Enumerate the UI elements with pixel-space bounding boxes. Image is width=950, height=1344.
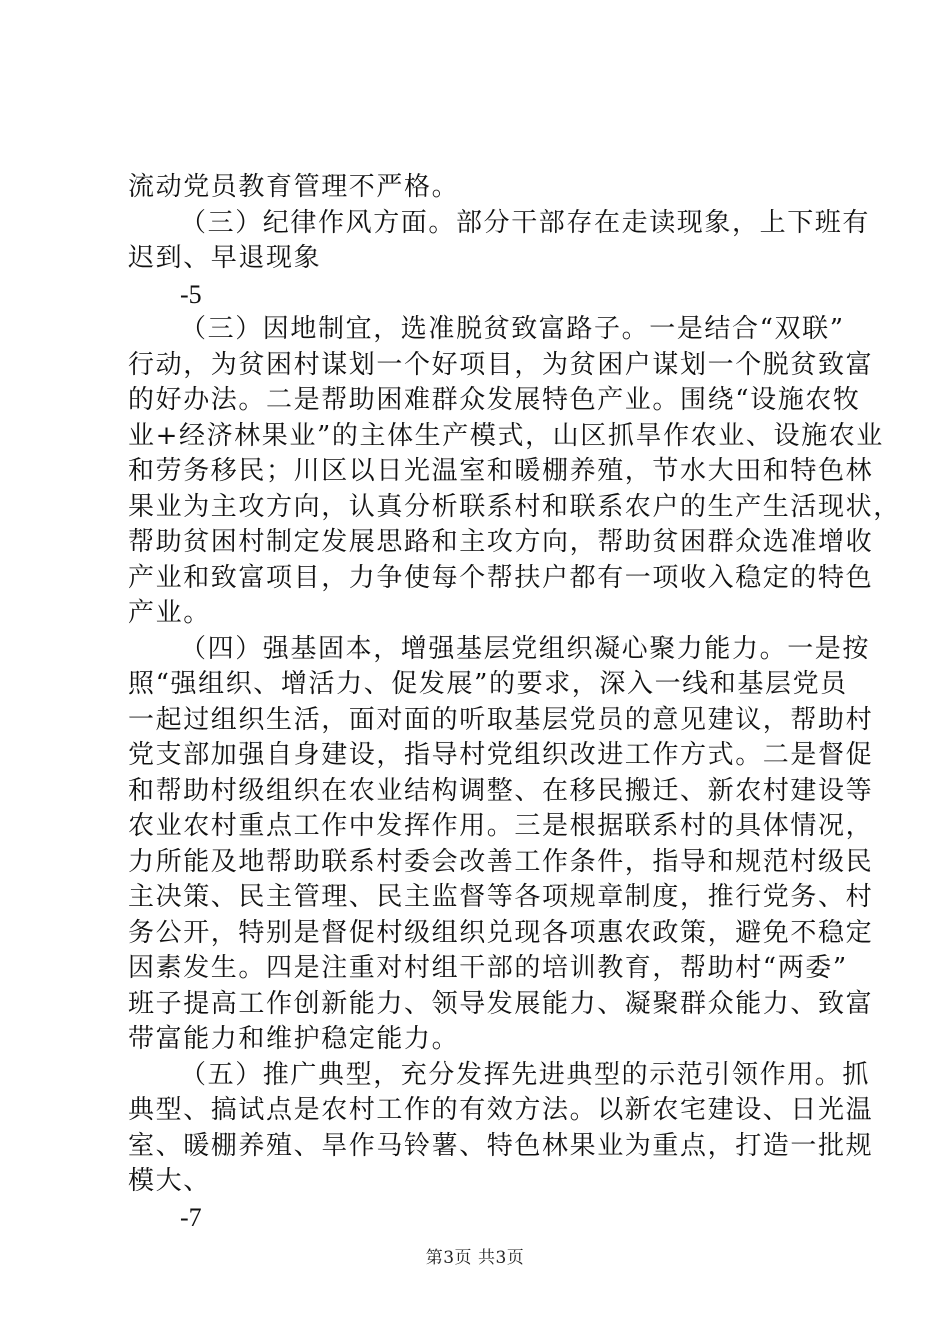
text-line: 农业农村重点工作中发挥作用。三是根据联系村的具体情况，: [128, 811, 874, 841]
text-line: （四）强基固本，增强基层党组织凝心聚力能力。一是按: [180, 633, 871, 664]
text-line: 因素发生。四是注重对村组干部的培训教育，帮助村“两委”: [128, 953, 848, 983]
text-line: （五）推广典型，充分发挥先进典型的示范引领作用。抓: [180, 1059, 871, 1090]
text-line: 业+经济林果业”的主体生产模式，山区抓旱作农业、设施农业: [128, 420, 884, 451]
text-line: 和劳务移民；川区以日光温室和暖棚养殖，节水大田和特色林: [128, 456, 874, 486]
text-line: 迟到、早退现象: [128, 243, 322, 273]
text-line: 果业为主攻方向，认真分析联系村和联系农户的生产生活现状，: [128, 491, 901, 522]
text-line: 主决策、民主管理、民主监督等各项规章制度，推行党务、村: [128, 882, 874, 912]
document-body: [128, 170, 901, 1235]
inline-page-number: -7: [180, 1202, 202, 1232]
text-line: 室、暖棚养殖、旱作马铃薯、特色林果业为重点，打造一批规: [128, 1130, 874, 1161]
page-footer: 第3页 共3页: [425, 1248, 525, 1268]
text-line: 照“强组织、增活力、促发展”的要求，深入一线和基层党员: [128, 669, 848, 699]
text-line: 力所能及地帮助联系村委会改善工作条件，指导和规范村级民: [128, 846, 874, 877]
text-line: 的好办法。二是帮助困难群众发展特色产业。围绕“设施农牧: [128, 385, 861, 415]
text-line: 行动，为贫困村谋划一个好项目，为贫困户谋划一个脱贫致富: [128, 349, 874, 380]
text-line: 帮助贫困村制定发展思路和主攻方向，帮助贫困群众选准增收: [128, 527, 874, 557]
inline-page-number: -5: [180, 279, 202, 309]
text-line: 典型、搞试点是农村工作的有效方法。以新农宅建设、日光温: [128, 1095, 874, 1125]
text-line: 流动党员教育管理不严格。: [128, 172, 460, 202]
text-line: （三）因地制宜，选准脱贫致富路子。一是结合“双联”: [180, 314, 845, 344]
text-line: 模大、: [128, 1166, 211, 1196]
text-line: 带富能力和维护稳定能力。: [128, 1024, 460, 1054]
text-line: （三）纪律作风方面。部分干部存在走读现象，上下班有: [180, 207, 871, 238]
text-line: 党支部加强自身建设，指导村党组织改进工作方式。二是督促: [128, 740, 874, 770]
text-line: 产业和致富项目，力争使每个帮扶户都有一项收入稳定的特色: [128, 562, 874, 593]
text-line: 一起过组织生活，面对面的听取基层党员的意见建议，帮助村: [128, 704, 874, 735]
text-line: 和帮助村级组织在农业结构调整、在移民搬迁、新农村建设等: [128, 775, 874, 806]
text-line: 产业。: [128, 598, 211, 628]
text-line: 务公开，特别是督促村级组织兑现各项惠农政策，避免不稳定: [128, 917, 874, 948]
text-line: 班子提高工作创新能力、领导发展能力、凝聚群众能力、致富: [128, 988, 874, 1019]
